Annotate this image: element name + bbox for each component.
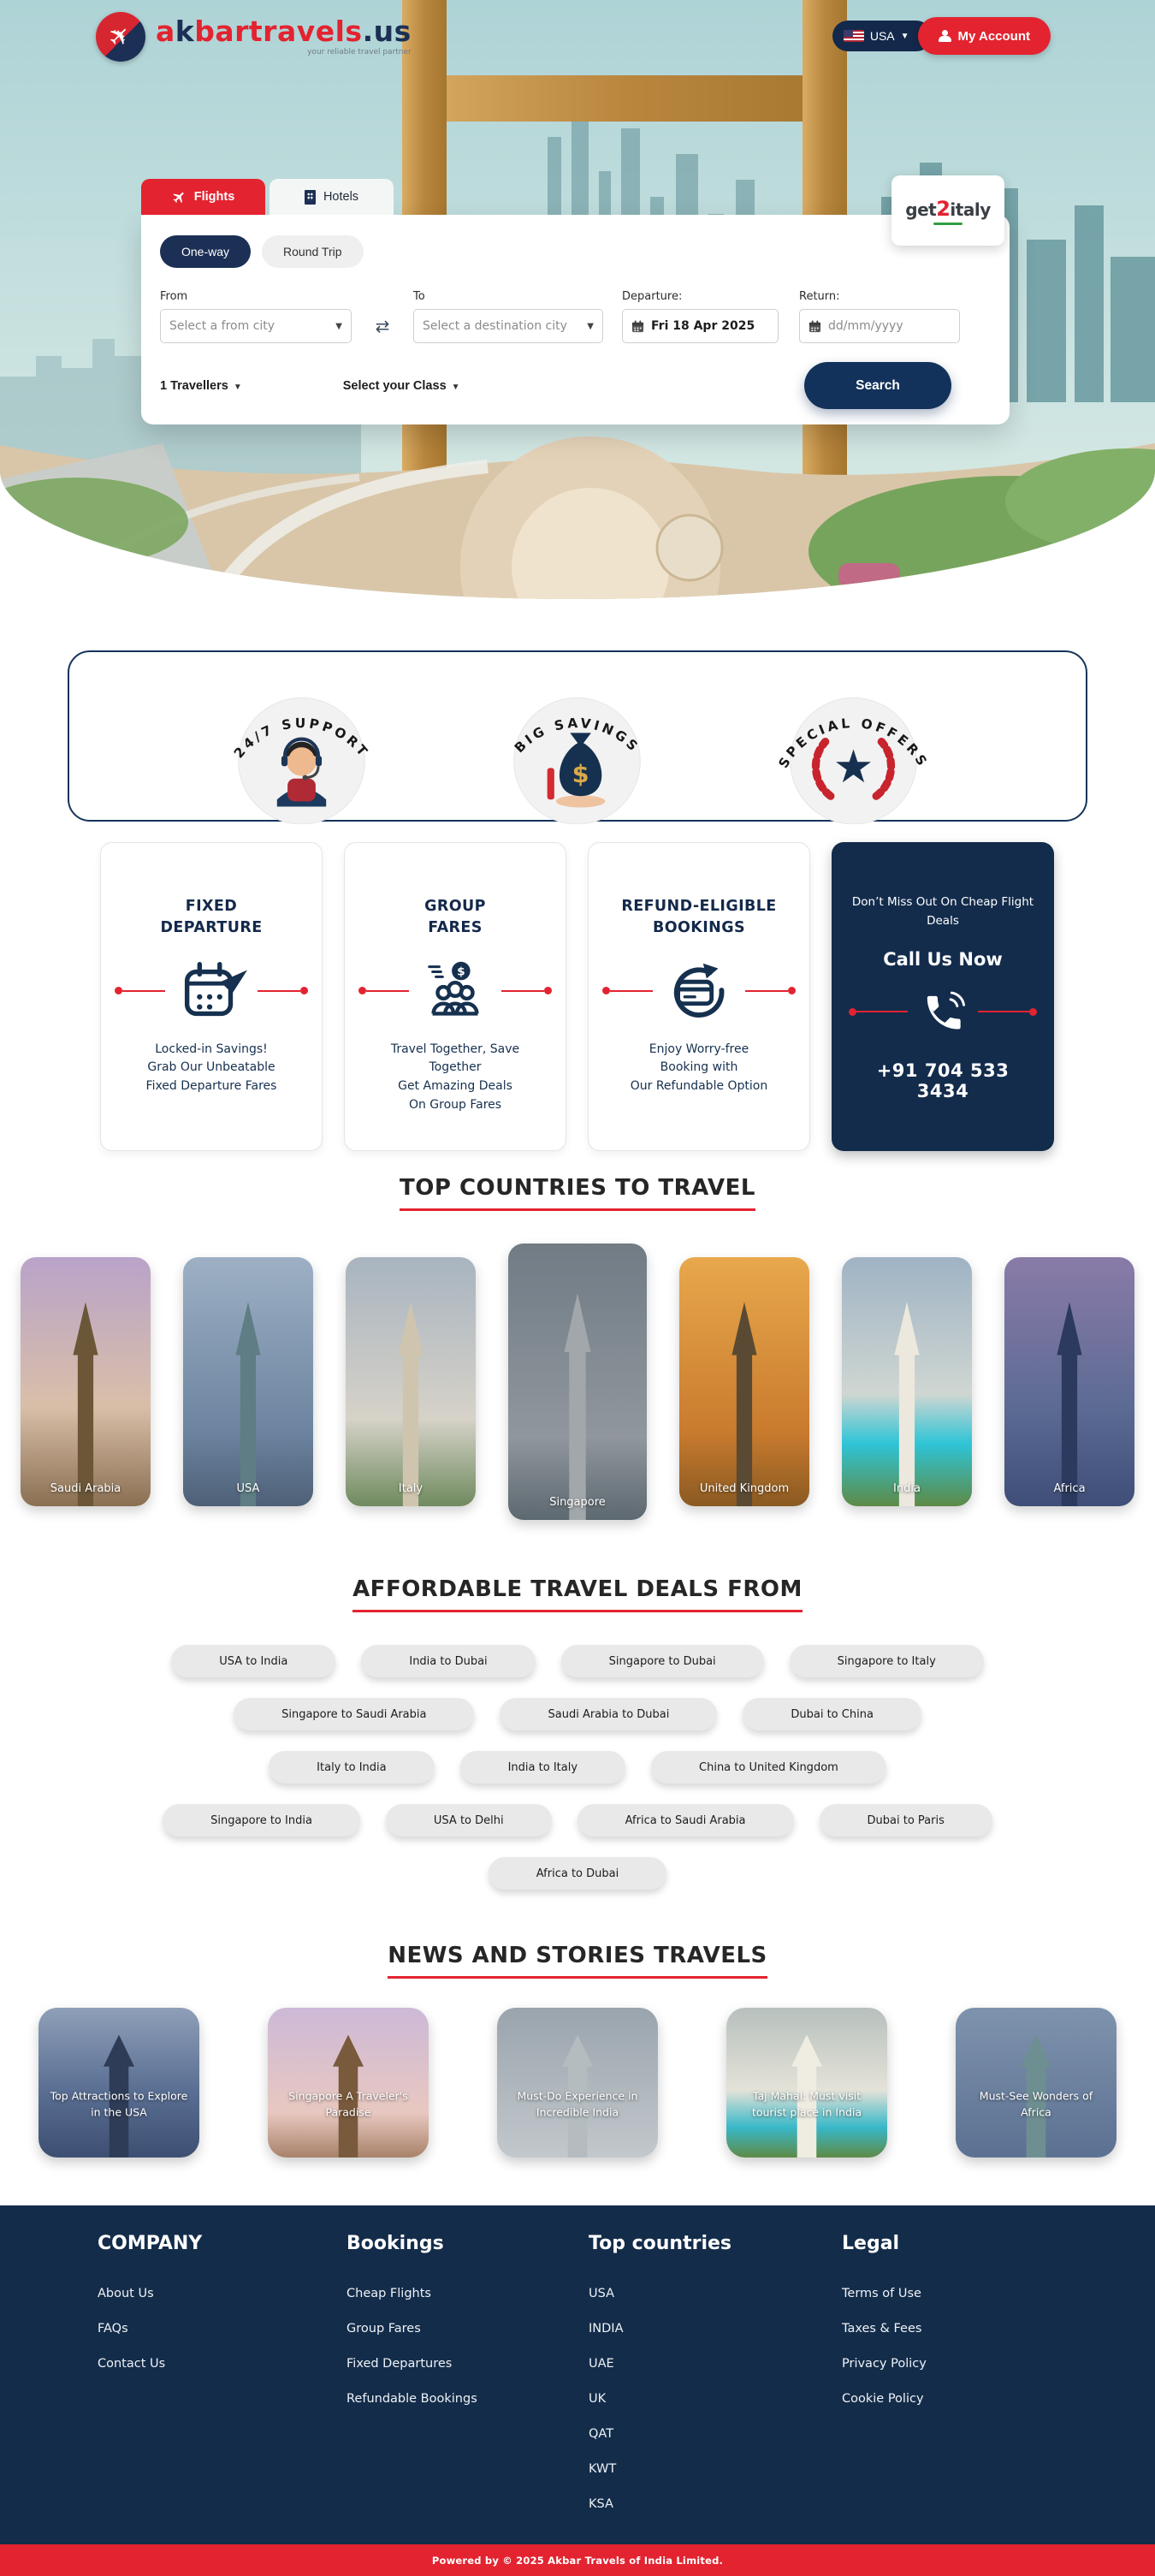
- svg-text:★: ★: [832, 739, 874, 793]
- deal-chips: [0, 1645, 1155, 1890]
- hero-section: [0, 0, 1155, 599]
- top-countries-row: [0, 1243, 1155, 1520]
- powered-by-text: Powered by © 2025 Akbar Travels of India Limited.: [431, 2554, 724, 2567]
- search-widget: [141, 179, 1010, 424]
- badge-offers-label: SPECIAL OFFERS: [775, 715, 932, 771]
- deal-row: [0, 1857, 1155, 1890]
- country-selector[interactable]: [832, 21, 932, 51]
- from-field: [160, 290, 352, 343]
- badge-big-savings: [489, 649, 665, 824]
- from-city-select[interactable]: Select a from city ▼: [160, 309, 352, 343]
- my-account-label: My Account: [957, 28, 1030, 44]
- hotel-building-icon: [305, 190, 316, 205]
- deal-chip[interactable]: Italy to India: [269, 1751, 434, 1784]
- footer-link-cheap-flights[interactable]: Cheap Flights: [346, 2287, 431, 2300]
- call-us-card: [832, 842, 1054, 1151]
- my-account-button[interactable]: [918, 17, 1051, 55]
- card-description: Locked-in Savings! Grab Our Unbeatable Fixed Departure Fares: [145, 1042, 277, 1094]
- footer-link-uk[interactable]: UK: [589, 2392, 607, 2406]
- brand-logo[interactable]: [96, 12, 412, 62]
- chevron-down-icon: ▼: [233, 382, 242, 392]
- search-options-row: [160, 362, 991, 409]
- get2italy-accent: [933, 223, 962, 225]
- trip-type-toggle: [160, 235, 991, 268]
- tab-flights[interactable]: Flights: [141, 179, 265, 215]
- icon-divider: [358, 953, 552, 1029]
- card-title: FIXED DEPARTURE: [160, 898, 263, 937]
- footer-link-kwt[interactable]: KWT: [589, 2462, 617, 2476]
- monument-silhouette: [1030, 1302, 1108, 1506]
- brand-name: akbartravels.us: [156, 15, 412, 48]
- tab-hotels[interactable]: Hotels: [270, 179, 394, 215]
- search-button[interactable]: Search: [804, 362, 951, 409]
- deal-chip[interactable]: Africa to Dubai: [489, 1857, 666, 1890]
- deal-chip[interactable]: Saudi Arabia to Dubai: [500, 1698, 717, 1730]
- round-trip-toggle[interactable]: Round Trip: [262, 235, 363, 268]
- to-label: To: [413, 290, 425, 303]
- footer-column-bookings: Bookings Cheap Flights Group Fares Fixed Departures Refundable Bookings: [346, 2233, 477, 2406]
- news-card-taj-mahal[interactable]: Taj Mahal: Must visit tourist place in India: [726, 2008, 887, 2158]
- feature-badges-strip: [68, 650, 1087, 822]
- svg-text:$: $: [457, 965, 465, 979]
- icon-divider: [602, 953, 796, 1029]
- footer-column-top-countries: Top countries USA INDIA UAE UK QAT KWT KSA: [589, 2233, 732, 2511]
- news-cards-row: [0, 2008, 1155, 2158]
- class-select[interactable]: Select your Class ▼: [342, 378, 460, 393]
- footer-link-contact-us[interactable]: Contact Us: [98, 2357, 166, 2371]
- monument-silhouette: [536, 1293, 619, 1520]
- footer-link-ksa[interactable]: KSA: [589, 2497, 613, 2511]
- plane-icon: [172, 190, 187, 205]
- country-card-africa[interactable]: Africa: [1004, 1257, 1134, 1506]
- footer-link-about-us[interactable]: About Us: [98, 2287, 154, 2300]
- news-card-usa-attractions[interactable]: Top Attractions to Explore in the USA: [38, 2008, 199, 2158]
- card-title: REFUND-ELIGIBLE BOOKINGS: [621, 898, 777, 937]
- brand-tagline: your reliable travel partner: [307, 48, 412, 56]
- return-label: Return:: [799, 290, 840, 303]
- header-actions: [832, 17, 1051, 55]
- call-us-now-label: Call Us Now: [883, 949, 1003, 970]
- badge-24-7-support: [214, 649, 389, 824]
- deal-row: [0, 1645, 1155, 1677]
- news-card-incredible-india[interactable]: Must-Do Experience in Incredible India: [497, 2008, 658, 2158]
- product-tabs: [141, 179, 1010, 215]
- from-label: From: [160, 290, 188, 303]
- country-card-united-kingdom[interactable]: United Kingdom: [679, 1257, 809, 1506]
- country-card-india[interactable]: India: [842, 1257, 972, 1506]
- footer-column-legal: Legal Terms of Use Taxes & Fees Privacy Policy Cookie Policy: [842, 2233, 927, 2406]
- footer-link-uae[interactable]: UAE: [589, 2357, 614, 2371]
- top-navigation: [0, 12, 1155, 62]
- footer-link-cookie-policy[interactable]: Cookie Policy: [842, 2392, 924, 2406]
- calendar-icon: [808, 320, 821, 333]
- brand-text: [156, 17, 412, 56]
- deal-chip[interactable]: Singapore to Italy: [790, 1645, 984, 1677]
- to-field: [413, 290, 603, 343]
- footer-link-fixed-departures[interactable]: Fixed Departures: [346, 2357, 453, 2371]
- chevron-down-icon: ▼: [335, 321, 342, 331]
- departure-date-input[interactable]: Fri 18 Apr 2025: [622, 309, 779, 343]
- info-cards-row: [100, 842, 1055, 1151]
- group-fares-card: [344, 842, 566, 1151]
- chevron-down-icon: ▼: [900, 31, 909, 41]
- top-countries-heading: TOP COUNTRIES TO TRAVEL: [0, 1175, 1155, 1211]
- deal-chip[interactable]: India to Dubai: [361, 1645, 535, 1677]
- footer: [0, 2205, 1155, 2544]
- one-way-toggle[interactable]: One-way: [160, 235, 251, 268]
- departure-label: Departure:: [622, 290, 683, 303]
- footer-link-india[interactable]: INDIA: [589, 2322, 624, 2336]
- fixed-departure-card: [100, 842, 323, 1151]
- return-field: [799, 290, 960, 343]
- deals-heading: AFFORDABLE TRAVEL DEALS FROM: [0, 1576, 1155, 1612]
- refund-card-icon: [661, 953, 737, 1029]
- country-card-saudi-arabia[interactable]: Saudi Arabia: [21, 1257, 151, 1506]
- footer-link-usa[interactable]: USA: [589, 2287, 615, 2300]
- footer-link-group-fares[interactable]: Group Fares: [346, 2322, 421, 2336]
- country-card-usa[interactable]: USA: [183, 1257, 313, 1506]
- country-selector-label: USA: [869, 29, 895, 43]
- card-description: Travel Together, Save Together Get Amazing Deals On Group Fares: [390, 1042, 520, 1112]
- country-card-singapore[interactable]: Singapore: [508, 1243, 647, 1520]
- card-title: GROUP FARES: [424, 898, 486, 937]
- group-people-icon: [418, 953, 493, 1029]
- swap-cities-button[interactable]: ⇄: [362, 309, 403, 343]
- chevron-down-icon: ▼: [451, 382, 460, 392]
- footer-link-taxes-fees[interactable]: Taxes & Fees: [842, 2322, 922, 2336]
- badge-savings-label: BIG SAVINGS: [512, 715, 643, 756]
- news-heading: NEWS AND STORIES TRAVELS: [0, 1943, 1155, 1979]
- search-form-row: [160, 290, 991, 343]
- departure-field: [622, 290, 779, 343]
- deal-chip[interactable]: USA to Delhi: [386, 1804, 552, 1837]
- news-card-wonders-africa[interactable]: Must-See Wonders of Africa: [956, 2008, 1116, 2158]
- return-date-input[interactable]: dd/mm/yyyy: [799, 309, 960, 343]
- monument-silhouette: [46, 1302, 124, 1506]
- phone-icon: [916, 985, 969, 1038]
- deal-row: [0, 1751, 1155, 1784]
- footer-link-qat[interactable]: QAT: [589, 2427, 614, 2441]
- brand-plane-icon: ✈: [96, 12, 145, 62]
- deal-row: [0, 1698, 1155, 1730]
- footer-link-terms-of-use[interactable]: Terms of Use: [842, 2287, 921, 2300]
- deal-chip[interactable]: USA to India: [171, 1645, 335, 1677]
- footer-link-privacy-policy[interactable]: Privacy Policy: [842, 2357, 927, 2371]
- deal-chip[interactable]: Singapore to Saudi Arabia: [234, 1698, 474, 1730]
- get2italy-partner-badge[interactable]: [891, 175, 1004, 246]
- monument-silhouette: [209, 1302, 287, 1506]
- calendar-icon: [631, 320, 644, 333]
- chevron-down-icon: ▼: [587, 321, 594, 331]
- icon-divider: [115, 953, 308, 1029]
- icon-divider: [849, 985, 1037, 1038]
- deal-chip[interactable]: Dubai to China: [743, 1698, 921, 1730]
- deal-chip[interactable]: Singapore to India: [163, 1804, 360, 1837]
- usa-flag-icon: [844, 30, 864, 42]
- news-card-singapore-paradise[interactable]: Singapore A Traveler's Paradise: [268, 2008, 429, 2158]
- svg-text:$: $: [572, 758, 590, 788]
- travellers-select[interactable]: 1 Travellers ▼: [160, 378, 242, 393]
- badge-support-label: 24/7 SUPPORT: [230, 715, 372, 761]
- powered-by-bar: [0, 2544, 1155, 2576]
- footer-link-refundable-bookings[interactable]: Refundable Bookings: [346, 2392, 477, 2406]
- monument-silhouette: [705, 1302, 783, 1506]
- footer-column-company: COMPANY About Us FAQs Contact Us: [98, 2233, 203, 2371]
- deal-chip[interactable]: Singapore to Dubai: [561, 1645, 764, 1677]
- footer-link-faqs[interactable]: FAQs: [98, 2322, 128, 2336]
- get2italy-logo: get2italy: [905, 196, 991, 221]
- refund-eligible-card: [588, 842, 810, 1151]
- country-card-italy[interactable]: Italy: [346, 1257, 476, 1506]
- call-card-intro: Don’t Miss Out On Cheap Flight Deals: [851, 895, 1034, 928]
- person-icon: [939, 30, 951, 42]
- badge-special-offers: [766, 649, 941, 824]
- calendar-plane-icon: [174, 953, 249, 1029]
- deal-row: [0, 1804, 1155, 1837]
- deal-chip[interactable]: China to United Kingdom: [651, 1751, 886, 1784]
- phone-number[interactable]: +91 704 533 3434: [876, 1060, 1010, 1102]
- monument-silhouette: [868, 1302, 945, 1506]
- card-description: Enjoy Worry-free Booking with Our Refundable Option: [630, 1042, 768, 1094]
- to-city-select[interactable]: Select a destination city ▼: [413, 309, 603, 343]
- deal-chip[interactable]: India to Italy: [460, 1751, 625, 1784]
- deal-chip[interactable]: Africa to Saudi Arabia: [578, 1804, 794, 1837]
- monument-silhouette: [371, 1302, 449, 1506]
- deal-chip[interactable]: Dubai to Paris: [820, 1804, 992, 1837]
- flight-search-card: [141, 215, 1010, 424]
